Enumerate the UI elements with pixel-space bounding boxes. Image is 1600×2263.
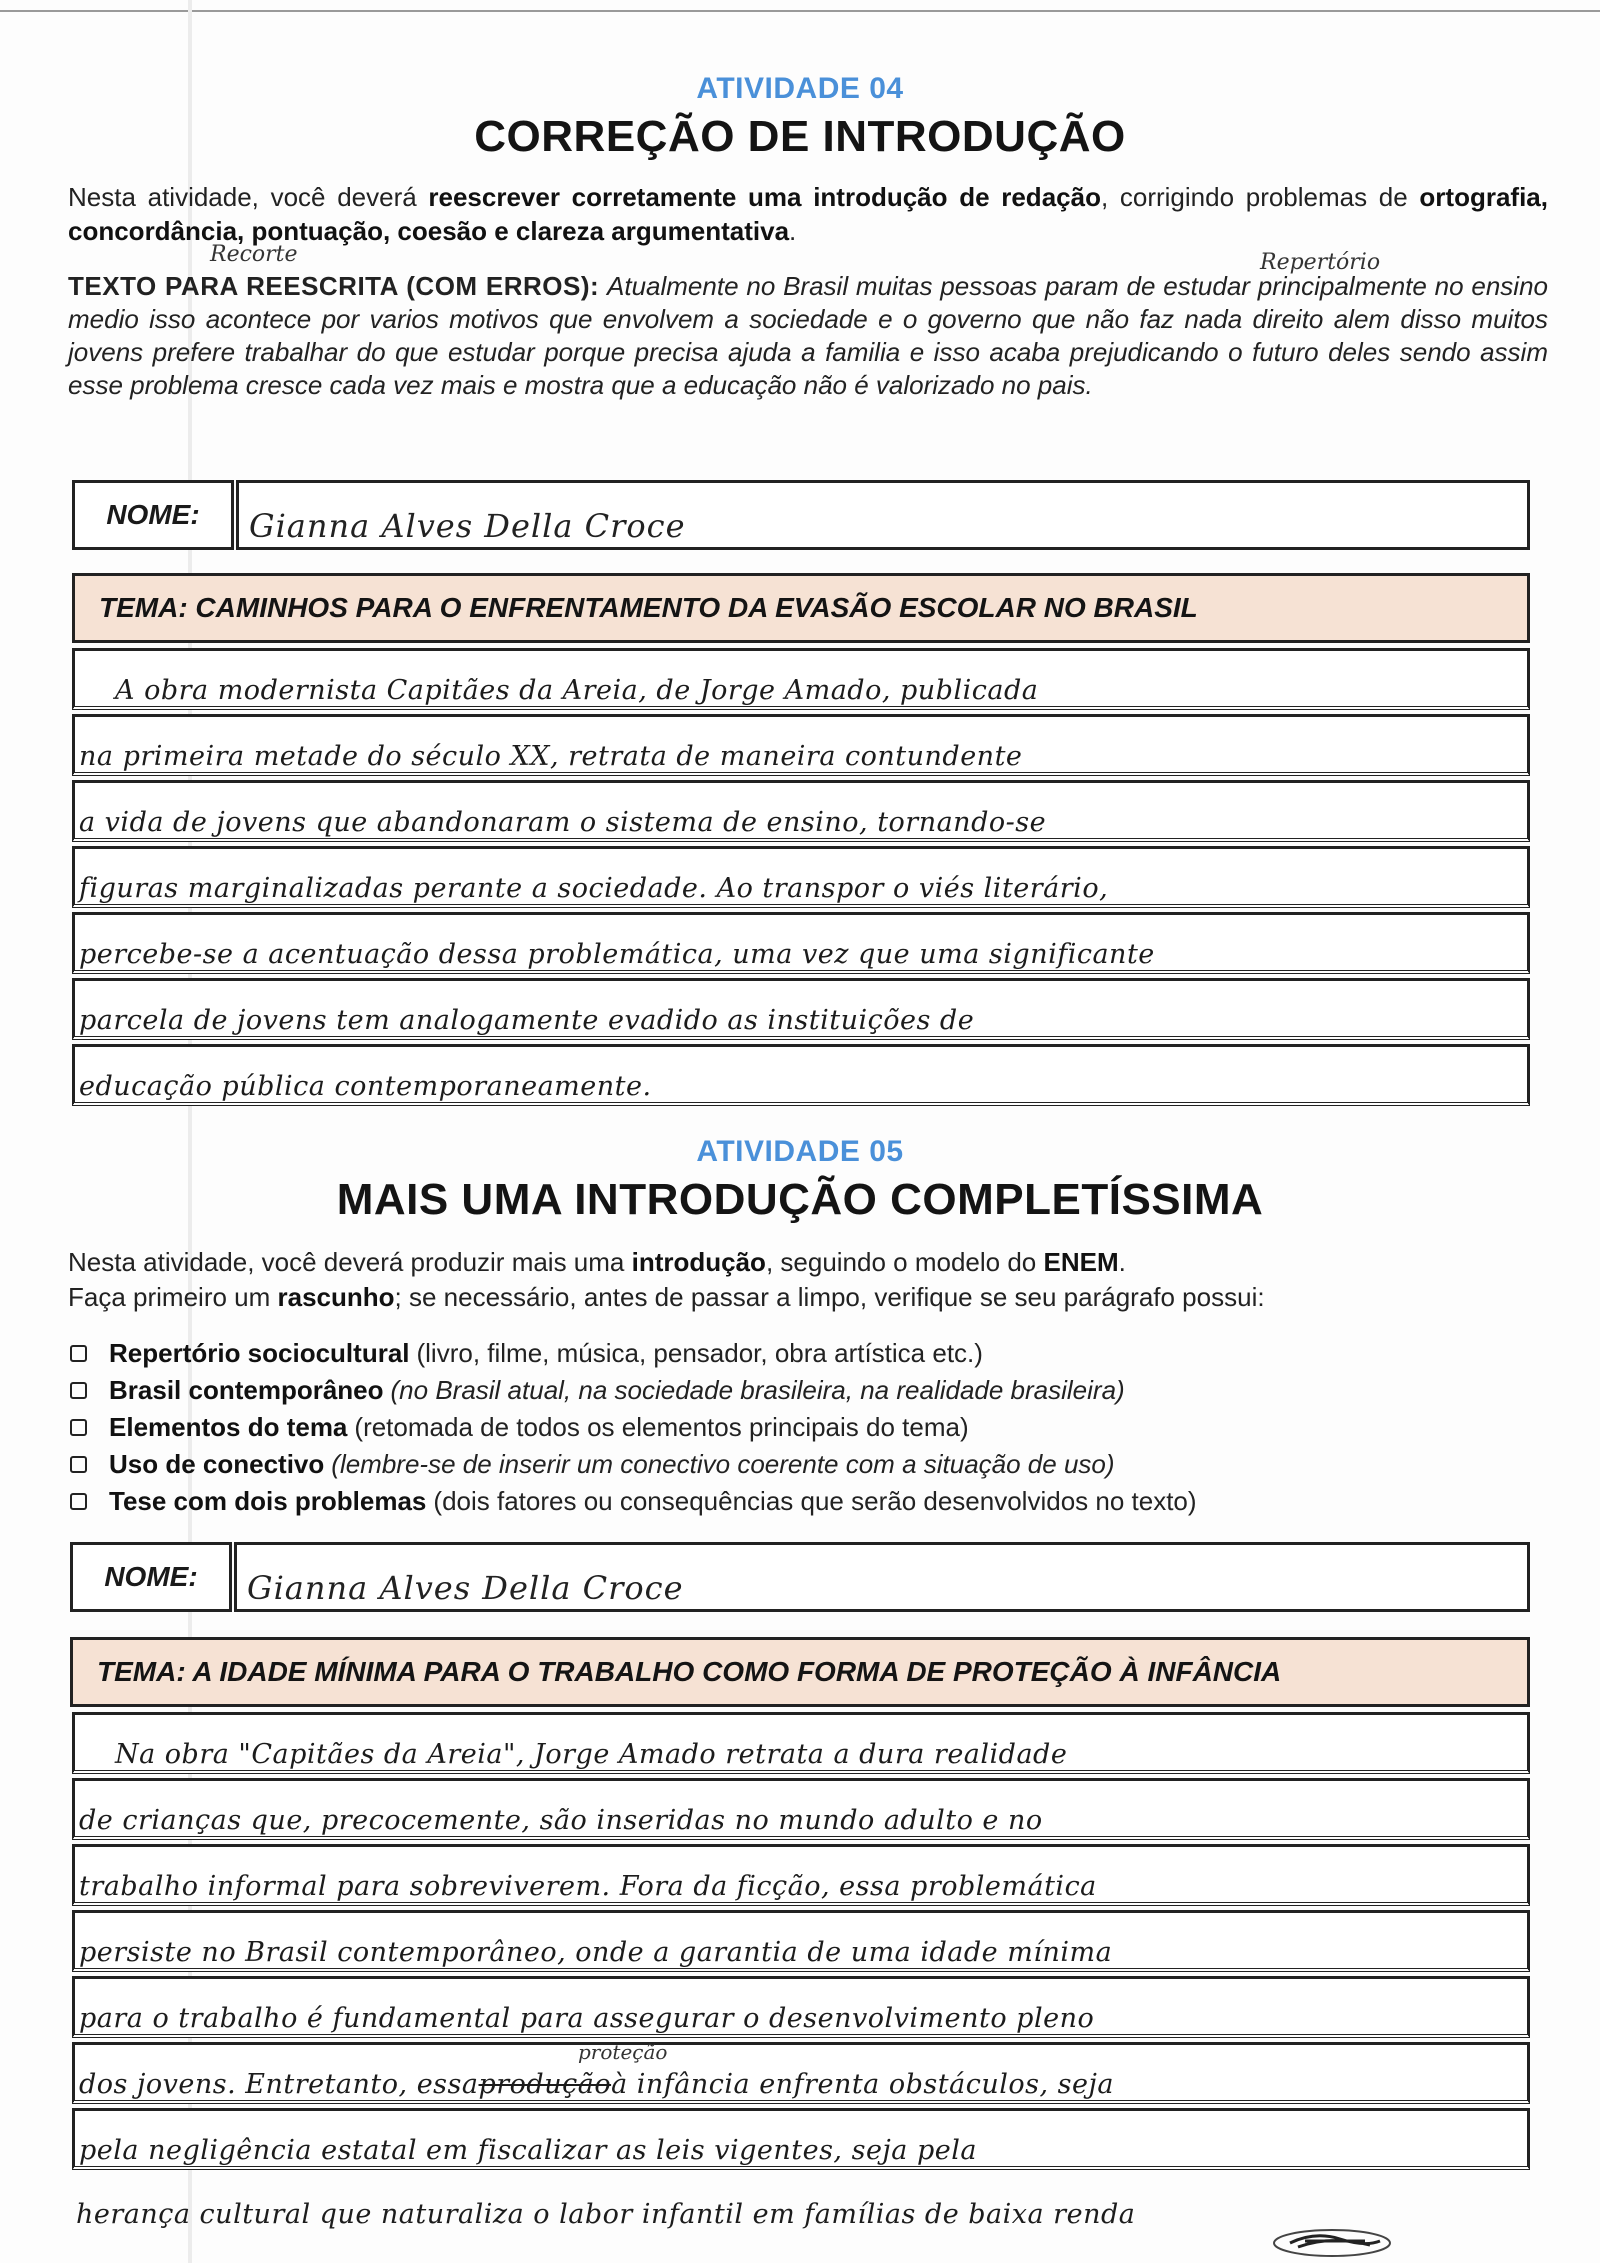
text-to-rewrite-label: TEXTO PARA REESCRITA (COM ERROS): [68,271,600,301]
writing-line[interactable]: parcela de jovens tem analogamente evadido as instituições de [72,978,1530,1040]
text-to-rewrite [68,270,1548,402]
checklist-item-brasil[interactable]: Brasil contemporâneo (no Brasil atual, na sociedade brasileira, na realidade brasileira) [68,1372,1548,1409]
writing-line-overflow: herança cultural que naturaliza o labor infantil em famílias de baixa renda [76,2199,1136,2230]
scribble-mark-icon [1270,2225,1400,2261]
writing-line[interactable]: a vida de jovens que abandonaram o sistema de ensino, tornando-se [72,780,1530,842]
writing-line[interactable]: dos jovens. Entretanto, essa produção à infância enfrenta obstáculos, seja [72,2042,1530,2104]
checkbox-icon[interactable] [70,1419,87,1436]
name-field-4[interactable]: Gianna Alves Della Croce [236,480,1530,550]
annotation-repertorio: Repertório [1260,250,1381,275]
page-top-border [0,10,1600,12]
requirements-checklist [68,1335,1548,1520]
checklist-item-repertorio[interactable]: Repertório sociocultural (livro, filme, música, pensador, obra artística etc.) [68,1335,1548,1372]
tema-box-4: TEMA: CAMINHOS PARA O ENFRENTAMENTO DA EVASÃO ESCOLAR NO BRASIL [72,573,1530,643]
writing-line[interactable]: educação pública contemporaneamente. [72,1044,1530,1106]
name-label-4: NOME: [72,480,234,550]
checkbox-icon[interactable] [70,1456,87,1473]
writing-line[interactable]: de crianças que, precocemente, são inseridas no mundo adulto e no [72,1778,1530,1840]
writing-area-5[interactable] [72,1712,1530,2234]
writing-line[interactable]: Na obra "Capitães da Areia", Jorge Amado retrata a dura realidade [72,1712,1530,1774]
activity-4-label: ATIVIDADE 04 [696,72,904,105]
name-field-5[interactable]: Gianna Alves Della Croce [234,1542,1530,1612]
writing-line[interactable]: na primeira metade do século XX, retrata de maneira contundente [72,714,1530,776]
checklist-item-conectivo[interactable]: Uso de conectivo (lembre-se de inserir um conectivo coerente com a situação de uso) [68,1446,1548,1483]
checkbox-icon[interactable] [70,1382,87,1399]
checkbox-icon[interactable] [70,1493,87,1510]
activity-4-instructions: Nesta atividade, você deverá reescrever corretamente uma introdução de redação, corrigindo problemas de ortografia, concordância, pontuação, coesão e clareza argumentativa. [68,182,1548,246]
writing-line[interactable]: trabalho informal para sobreviverem. Fora da ficção, essa problemática [72,1844,1530,1906]
writing-line[interactable]: figuras marginalizadas perante a sociedade. Ao transpor o viés literário, [72,846,1530,908]
writing-line[interactable]: pela negligência estatal em fiscalizar as leis vigentes, seja pela [72,2108,1530,2170]
name-label-5: NOME: [70,1542,232,1612]
activity-5-instructions-1: Nesta atividade, você deverá produzir mais uma introdução, seguindo o modelo do ENEM. [68,1247,1126,1277]
writing-line[interactable]: percebe-se a acentuação dessa problemática, uma vez que uma significante [72,912,1530,974]
tema-box-5: TEMA: A IDADE MÍNIMA PARA O TRABALHO COMO FORMA DE PROTEÇÃO À INFÂNCIA [70,1637,1530,1707]
writing-area-4[interactable] [72,648,1530,1110]
activity-5-title: MAIS UMA INTRODUÇÃO COMPLETÍSSIMA [336,1175,1264,1224]
checklist-item-elementos[interactable]: Elementos do tema (retomada de todos os elementos principais do tema) [68,1409,1548,1446]
writing-line[interactable]: persiste no Brasil contemporâneo, onde a garantia de uma idade mínima [72,1910,1530,1972]
activity-5-label: ATIVIDADE 05 [696,1135,904,1168]
text-to-rewrite-body: Atualmente no Brasil muitas pessoas param de estudar principalmente no ensino medio isso acontece por varios motivos que envolvem a sociedade e o governo que não faz nada direito alem disso muitos jovens prefere trabalhar do que estudar porque precisa ajuda a familia e isso acaba prejudicando o futuro deles sendo assim esse problema cresce cada vez mais e mostra que a educação não é valorizado no pais. [68,271,1549,400]
checkbox-icon[interactable] [70,1345,87,1362]
activity-5-instructions-2: Faça primeiro um rascunho; se necessário, antes de passar a limpo, verifique se seu parágrafo possui: [68,1282,1265,1312]
checklist-item-tese[interactable]: Tese com dois problemas (dois fatores ou consequências que serão desenvolvidos no texto) [68,1483,1548,1520]
writing-line[interactable]: A obra modernista Capitães da Areia, de Jorge Amado, publicada [72,648,1530,710]
annotation-recorte: Recorte [210,242,298,267]
writing-line[interactable]: para o trabalho é fundamental para assegurar o desenvolvimento pleno [72,1976,1530,2038]
handwritten-correction: proteção [578,2040,668,2064]
activity-4-title: CORREÇÃO DE INTRODUÇÃO [474,112,1126,161]
